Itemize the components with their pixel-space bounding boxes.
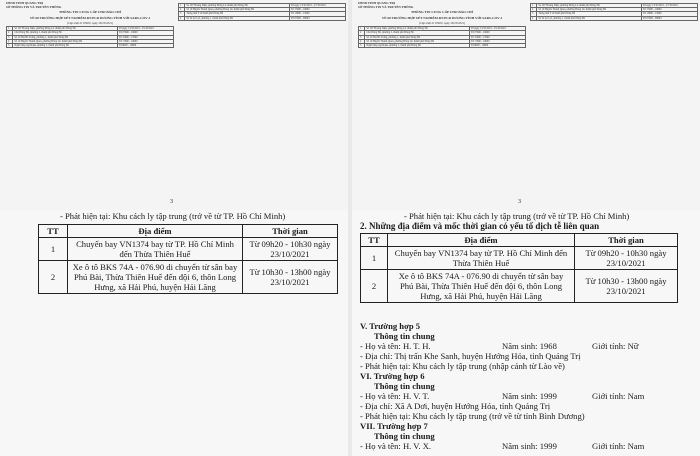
enlarged-page bbox=[0, 210, 348, 456]
lead-line: - Phát hiện tại: Khu cách ly tập trung (trở về từ TP. Hồ Chí Minh) bbox=[60, 211, 286, 221]
table-row: 3 Số 19 Hai Bà Trưng, phường 1, thành phố Đông Hà Từ 15h00 - 17h00 bbox=[7, 35, 174, 39]
table-row: 4 Số 24 Lê Lợi, phường 1, thành phố Đông Hà Từ 07h00 - 09h00 bbox=[179, 16, 346, 20]
section-heading: 2. Những địa điểm và mốc thời gian có yếu tố dịch tễ liên quan bbox=[360, 221, 600, 231]
table-row: 3 Trung tâm Y tế thành phố Đông Hà Từ 13h00 - 15h00 bbox=[531, 12, 698, 16]
doc-subtitle: VỀ 08 TRƯỜNG HỢP XÉT NGHIỆM RT-PCR DƯƠNG TÍNH VỚI SARS-COV-2 bbox=[29, 15, 151, 20]
doc-date: (Cập nhật từ 18h00, ngày 28/10/2021) bbox=[66, 20, 114, 25]
location-table bbox=[6, 26, 174, 48]
table-row: 2 Chợ Đông Hà, phường 2, thành phố Đông Hà Từ 07h00 - 10h00 bbox=[359, 31, 526, 35]
scanned-page-top bbox=[352, 0, 700, 210]
doc-title: THÔNG TIN CUNG CẤP CHO BÁO CHÍ bbox=[59, 10, 121, 15]
itinerary-table bbox=[360, 233, 678, 303]
agency-line: UBND TỈNH QUẢNG TRỊ bbox=[6, 2, 43, 5]
document-column-a bbox=[6, 2, 174, 202]
table-row: 1 Số 167 Hoàng Diệu, phường Đông Lễ, thành phố Đông Hà Từ ngày 13/10/2021 - 27/10/2021 bbox=[179, 4, 346, 8]
table-row: 1 Số 167 Hoàng Diệu, phường Đông Lễ, thành phố Đông Hà Từ ngày 13/10/2021 - 25/10/2021 bbox=[359, 27, 526, 31]
table-header-row: TT Địa điểm Thời gian bbox=[361, 234, 678, 247]
table-row: 1 Số 167 Hoàng Diệu, phường Đông Lễ, thành phố Đông Hà Từ ngày 13/10/2021 - 27/10/2021 bbox=[531, 4, 698, 8]
agency-line: SỞ THÔNG TIN VÀ TRUYỀN THÔNG bbox=[358, 4, 414, 9]
scanned-page-top bbox=[0, 0, 348, 210]
table-row: 5 Ngân hàng Agribank, phường 5, thành phố Đông Hà Từ 8h00 - 10h00 bbox=[7, 44, 174, 48]
location-table bbox=[178, 3, 346, 21]
table-row: 2 Số 19 Huyền Thanh Quan, phường Đông Lễ, thành phố Đông Hà Từ 17h00 - 19h00 bbox=[531, 8, 698, 12]
case-heading: VII. Trường hợp 7 bbox=[360, 421, 428, 431]
document-column-a bbox=[358, 2, 526, 202]
page-number: 3 bbox=[170, 199, 173, 205]
agency-line: UBND TỈNH QUẢNG TRỊ bbox=[358, 2, 395, 5]
doc-date: (Cập nhật từ 18h00, ngày 28/10/2021) bbox=[418, 20, 466, 25]
table-row: 2 Xe ô tô BKS 74A - 076.90 di chuyển từ sân bay Phú Bài, Thừa Thiên Huế đến đội 6, thôn Long Hưng, xã Hải Phú, huyện Hải Lăng Từ 10h30 - 13h00 ngày 23/10/2021 bbox=[39, 261, 338, 294]
header-place: Địa điểm bbox=[68, 225, 243, 238]
lead-line: - Phát hiện tại: Khu cách ly tập trung (trở về từ TP. Hồ Chí Minh) bbox=[404, 211, 630, 221]
table-row: 3 Trung tâm Y tế thành phố Đông Hà Từ 13h00 - 15h00 bbox=[179, 12, 346, 16]
itinerary-table bbox=[38, 224, 338, 294]
case-heading: V. Trường hợp 5 bbox=[360, 321, 421, 331]
table-row: 3 Số 19 Hai Bà Trưng, phường 1, thành phố Đông Hà Từ 15h00 - 17h00 bbox=[359, 35, 526, 39]
table-row: 4 Số 24 Lê Lợi, phường 1, thành phố Đông Hà Từ 07h00 - 09h00 bbox=[531, 16, 698, 20]
table-row: 1 Chuyến bay VN1374 bay từ TP. Hồ Chí Minh đến Thừa Thiên Huế Từ 09h20 - 10h30 ngày 23/10/2021 bbox=[361, 247, 678, 270]
location-table bbox=[530, 3, 698, 21]
document-column-b bbox=[530, 2, 698, 202]
table-row: 1 Số 167 Hoàng Diệu, phường Đông Lễ, thành phố Đông Hà Từ ngày 13/10/2021 - 25/10/2021 bbox=[7, 27, 174, 31]
table-row: 2 Số 19 Huyền Thanh Quan, phường Đông Lễ, thành phố Đông Hà Từ 17h00 - 19h00 bbox=[179, 8, 346, 12]
table-row: 5 Ngân hàng Agribank, phường 5, thành phố Đông Hà Từ 8h00 - 10h00 bbox=[359, 44, 526, 48]
case-heading: VI. Trường hợp 6 bbox=[360, 371, 425, 381]
table-row: 2 Chợ Đông Hà, phường 2, thành phố Đông Hà Từ 07h00 - 10h00 bbox=[7, 31, 174, 35]
table-row: 2 Xe ô tô BKS 74A - 076.90 di chuyển từ sân bay Phú Bài, Thừa Thiên Huế đến đội 6, thôn Long Hưng, xã Hải Phú, huyện Hải Lăng Từ 10h30 - 13h00 ngày 23/10/2021 bbox=[361, 270, 678, 303]
photo-right bbox=[352, 0, 700, 456]
table-header-row bbox=[39, 225, 338, 238]
photo-left bbox=[0, 0, 348, 456]
location-table bbox=[358, 26, 526, 48]
page-number: 3 bbox=[518, 199, 521, 205]
table-row: 1 Chuyến bay VN1374 bay từ TP. Hồ Chí Minh đến Thừa Thiên Huế Từ 09h20 - 10h30 ngày 23/10/2021 bbox=[39, 238, 338, 261]
enlarged-page: - Phát hiện tại: Khu cách ly tập trung (trở về từ TP. Hồ Chí Minh) 2. Những địa điểm và mốc thời gian có yếu tố dịch tễ liên quan TT Địa điểm Thời gian 1 Chuyến bay VN1374 bay từ TP. Hồ Chí Minh đến Thừa Thiên Huế Từ 09h20 - 10h30 ngày 23/10/2021 2 Xe ô tô BKS 74A - 076.90 di chuyển từ sân bay Phú Bài, Thừa Thiên Huế đến đội 6, thôn Long Hưng, xã Hải Phú, huyện Hải Lăng Từ 10h30 - 13h00 ngày 23/10/2021 V. Trường hợp 5 Thông tin chung - Họ và tên: H. T. H. Năm sinh: 1968 Giới tính: Nữ - Địa chỉ: Thị trấn Khe Sanh, huyện Hướng Hóa, tỉnh Quảng Trị - Phát hiện tại: Khu cách ly tập trung (nhập cảnh từ Lào về) VI. Trường hợp 6 Thông tin chung - Họ và tên: H. V. T. Năm sinh: 1999 Giới tính: Nam - Địa chỉ: Xã A Dơi, huyện Hướng Hóa, tỉnh Quảng Trị - Phát hiện tại: Khu cách ly tập trung (trở về từ tỉnh Bình Dương) VII. Trường hợp 7 Thông tin chung - Họ và tên: H. V. X. Năm sinh: 1999 Giới tính: Nam bbox=[352, 210, 700, 456]
document-column-b bbox=[178, 2, 346, 202]
doc-title: THÔNG TIN CUNG CẤP CHO BÁO CHÍ bbox=[411, 10, 473, 15]
doc-subtitle: VỀ 08 TRƯỜNG HỢP XÉT NGHIỆM RT-PCR DƯƠNG TÍNH VỚI SARS-COV-2 bbox=[381, 15, 503, 20]
header-tt: TT bbox=[39, 225, 68, 238]
table-row: 4 Số 19 Huyền Thanh Quan, phường Đông Lễ, thành phố Đông Hà Từ 17h00 - 19h00 bbox=[7, 39, 174, 43]
agency-line: SỞ THÔNG TIN VÀ TRUYỀN THÔNG bbox=[6, 4, 62, 9]
table-row: 4 Số 19 Huyền Thanh Quan, phường Đông Lễ, thành phố Đông Hà Từ 17h00 - 19h00 bbox=[359, 39, 526, 43]
header-time: Thời gian bbox=[243, 225, 338, 238]
